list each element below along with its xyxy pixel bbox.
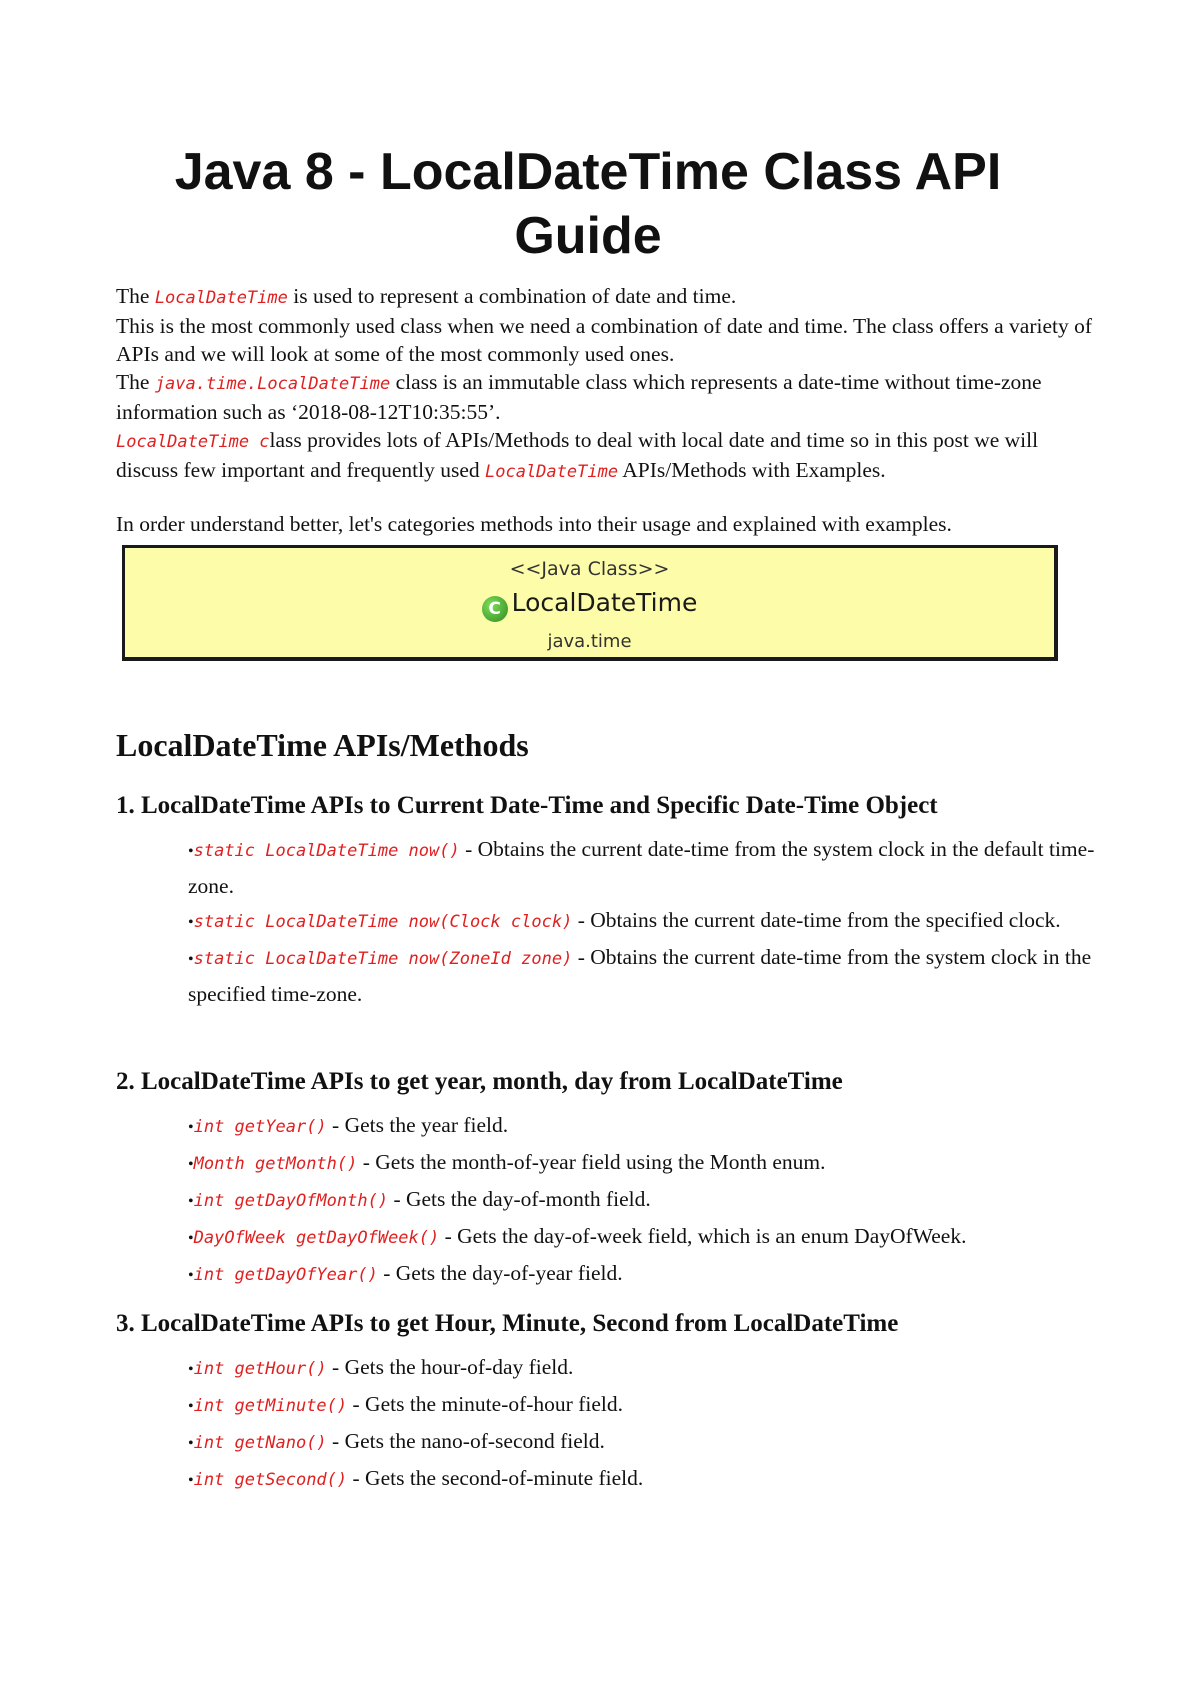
intro-paragraph-4	[116, 426, 1096, 486]
method-item	[188, 1461, 1098, 1498]
inline-code: java.time.LocalDateTime	[154, 374, 391, 394]
bullet-icon: •	[188, 1119, 194, 1136]
uml-class-diagram	[122, 545, 1058, 661]
bullet-icon: •	[188, 1230, 194, 1247]
inline-code: LocalDateTime c	[116, 432, 270, 452]
method-signature: int getSecond()	[193, 1470, 348, 1490]
method-description: - Gets the second-of-minute field.	[347, 1466, 644, 1490]
subsection-heading-1: 1. LocalDateTime APIs to Current Date-Time and Specific Date-Time Object	[116, 792, 938, 819]
method-description: - Gets the day-of-month field.	[388, 1187, 651, 1211]
uml-class-name-row	[125, 588, 1054, 622]
method-description: - Obtains the current date-time from the specified clock.	[572, 908, 1061, 932]
method-item	[188, 1182, 1098, 1219]
method-list-2	[188, 1108, 1098, 1293]
intro-text: The	[116, 284, 155, 308]
method-item	[188, 1108, 1098, 1145]
intro-text: lass provides lots of APIs/Methods to deal with local date and time so in this post we will discuss few important and frequently used	[116, 428, 1039, 482]
method-item	[188, 1256, 1098, 1293]
method-description: - Gets the year field.	[326, 1113, 509, 1137]
method-signature: int getDayOfMonth()	[193, 1191, 389, 1211]
method-description: - Gets the day-of-year field.	[377, 1261, 623, 1285]
method-item	[188, 832, 1098, 903]
class-icon: C	[482, 596, 508, 622]
intro-paragraph-5: In order understand better, let's categories methods into their usage and explained with examples.	[116, 512, 952, 536]
method-item	[188, 1145, 1098, 1182]
page-title: Java 8 - LocalDateTime Class API Guide	[174, 143, 1002, 265]
intro-text: APIs/Methods with Examples.	[618, 458, 886, 482]
subsection-heading-2: 2. LocalDateTime APIs to get year, month, day from LocalDateTime	[116, 1068, 843, 1095]
bullet-icon: •	[188, 1156, 194, 1173]
bullet-icon: •	[188, 1267, 194, 1284]
method-signature: int getHour()	[193, 1359, 327, 1379]
intro-paragraph-2: This is the most commonly used class when we need a combination of date and time. The class offers a variety of APIs and we will look at some of the most commonly used ones.	[116, 314, 1093, 366]
method-item	[188, 940, 1098, 1011]
method-signature: int getNano()	[193, 1433, 327, 1453]
method-item	[188, 1387, 1098, 1424]
intro-section	[116, 282, 1096, 538]
intro-text: is used to represent a combination of date and time.	[287, 284, 737, 308]
section-heading: LocalDateTime APIs/Methods	[116, 727, 529, 763]
intro-paragraph-1	[116, 282, 1096, 312]
method-signature: static LocalDateTime now(Clock clock)	[193, 912, 573, 932]
method-description: - Gets the day-of-week field, which is an enum DayOfWeek.	[439, 1224, 967, 1248]
inline-code: LocalDateTime	[485, 462, 619, 482]
method-item	[188, 1350, 1098, 1387]
method-description: - Gets the nano-of-second field.	[326, 1429, 605, 1453]
uml-stereotype: <<Java Class>>	[509, 558, 670, 580]
bullet-icon: •	[188, 1435, 194, 1452]
method-signature: static LocalDateTime now(ZoneId zone)	[193, 949, 573, 969]
bullet-icon: •	[188, 914, 194, 931]
method-item	[188, 1424, 1098, 1461]
subsection-heading-3: 3. LocalDateTime APIs to get Hour, Minute, Second from LocalDateTime	[116, 1310, 899, 1337]
intro-text: The	[116, 370, 155, 394]
method-item	[188, 1219, 1098, 1256]
bullet-icon: •	[188, 1361, 194, 1378]
uml-class-name: LocalDateTime	[511, 588, 698, 617]
bullet-icon: •	[188, 843, 194, 860]
method-description: - Gets the hour-of-day field.	[326, 1355, 574, 1379]
method-description: - Gets the month-of-year field using the Month enum.	[357, 1150, 826, 1174]
method-signature: Month getMonth()	[193, 1154, 358, 1174]
bullet-icon: •	[188, 1472, 194, 1489]
uml-package: java.time	[547, 631, 632, 652]
method-signature: int getMinute()	[193, 1396, 348, 1416]
bullet-icon: •	[188, 1398, 194, 1415]
method-signature: int getDayOfYear()	[193, 1265, 378, 1285]
bullet-icon: •	[188, 951, 194, 968]
method-signature: static LocalDateTime now()	[193, 841, 460, 861]
intro-paragraph-3	[116, 368, 1096, 426]
intro-text: class is an immutable class which represents a date-time without time-zone information such as ‘2018-08-12T10:35:55’.	[116, 370, 1042, 424]
method-signature: int getYear()	[193, 1117, 327, 1137]
method-signature: DayOfWeek getDayOfWeek()	[193, 1228, 440, 1248]
method-list-1	[188, 832, 1098, 1011]
method-description: - Gets the minute-of-hour field.	[347, 1392, 623, 1416]
method-description: - Obtains the current date-time from the system clock in the specified time-zone.	[188, 945, 1092, 1006]
inline-code: LocalDateTime	[154, 288, 288, 308]
method-list-3	[188, 1350, 1098, 1498]
bullet-icon: •	[188, 1193, 194, 1210]
method-item	[188, 903, 1098, 940]
method-description: - Obtains the current date-time from the system clock in the default time-zone.	[188, 837, 1095, 898]
